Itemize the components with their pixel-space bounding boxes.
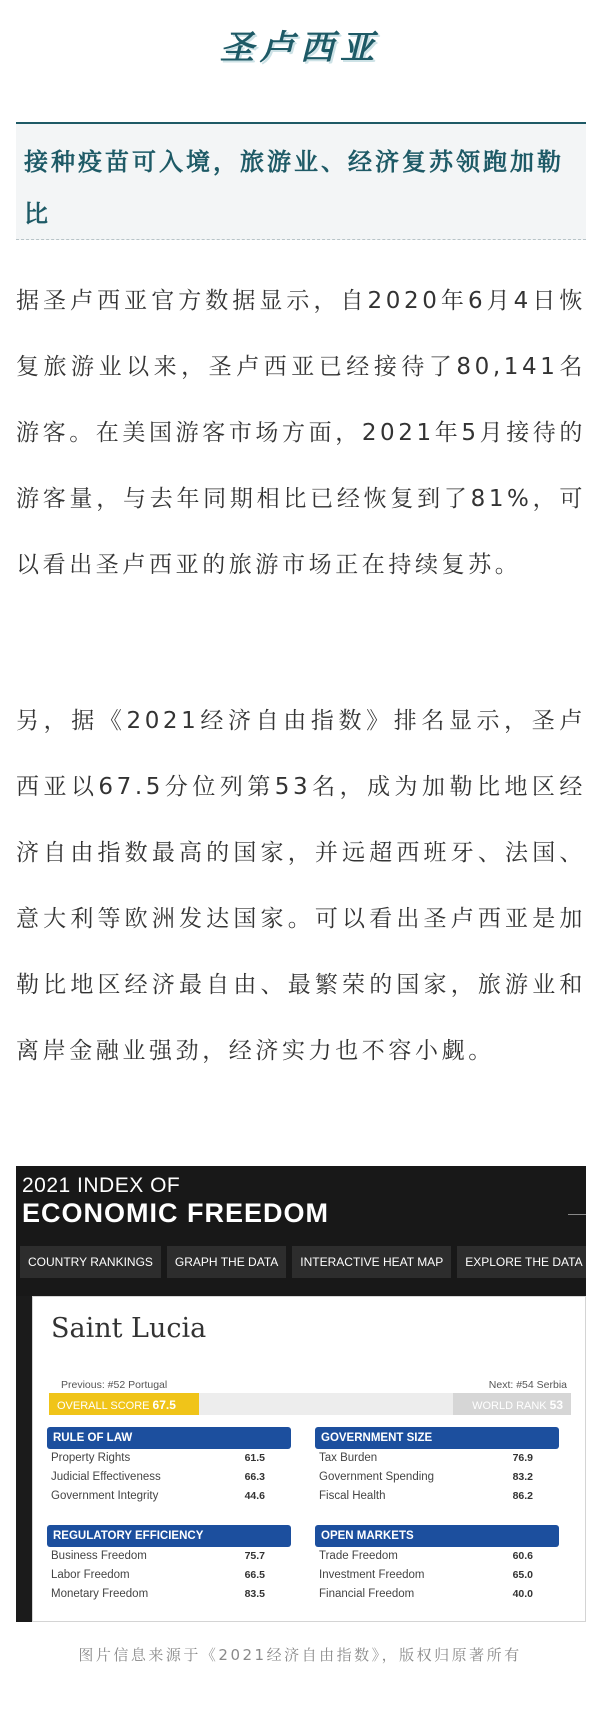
metric-label: Trade Freedom — [319, 1550, 398, 1562]
section-rule-of-law — [47, 1427, 291, 1506]
previous-country-link[interactable]: Previous: #52 Portugal — [61, 1379, 168, 1391]
metric-value: 66.3 — [244, 1471, 265, 1483]
header-divider — [568, 1214, 586, 1215]
section-government-size — [315, 1427, 559, 1506]
screenshot-header — [16, 1166, 586, 1296]
tab-interactive-heat-map[interactable]: INTERACTIVE HEAT MAP — [292, 1246, 451, 1278]
metric-row — [315, 1449, 559, 1468]
metric-row — [47, 1585, 291, 1604]
metric-label: Government Integrity — [51, 1490, 159, 1502]
overall-score-label: OVERALL SCORE — [57, 1400, 150, 1412]
metric-value: 65.0 — [512, 1569, 533, 1581]
metric-label: Labor Freedom — [51, 1569, 130, 1581]
metric-label: Property Rights — [51, 1452, 131, 1464]
score-bar — [49, 1393, 571, 1415]
section-regulatory-efficiency — [47, 1525, 291, 1604]
metric-label: Monetary Freedom — [51, 1588, 149, 1600]
world-rank-badge — [453, 1393, 571, 1415]
tab-country-rankings[interactable]: COUNTRY RANKINGS — [20, 1246, 161, 1278]
brand-line-1: 2021 INDEX OF — [22, 1174, 181, 1197]
headline-box — [16, 122, 586, 240]
metric-row — [315, 1566, 559, 1585]
section-header: REGULATORY EFFICIENCY — [47, 1525, 291, 1547]
brand-line-2: ECONOMIC FREEDOM — [22, 1198, 330, 1228]
headline: 接种疫苗可入境，旅游业、经济复苏领跑加勒比 — [24, 148, 564, 228]
metric-value: 75.7 — [244, 1550, 265, 1562]
metric-label: Government Spending — [319, 1471, 435, 1483]
metric-value: 83.2 — [512, 1471, 533, 1483]
metric-row — [315, 1487, 559, 1506]
section-header: OPEN MARKETS — [315, 1525, 559, 1547]
country-card — [32, 1296, 586, 1622]
metric-value: 66.5 — [244, 1569, 265, 1581]
tab-graph-the-data[interactable]: GRAPH THE DATA — [167, 1246, 286, 1278]
overall-score-value: 67.5 — [152, 1398, 176, 1412]
page-title: 圣卢西亚 — [220, 28, 380, 68]
metric-value: 60.6 — [512, 1550, 533, 1562]
economic-freedom-screenshot — [16, 1166, 586, 1622]
metric-value: 44.6 — [244, 1490, 265, 1502]
metric-value: 61.5 — [244, 1452, 265, 1464]
paragraph-economic-freedom: 另，据《2021经济自由指数》排名显示，圣卢西亚以67.5分位列第53名，成为加勒比地区经济自由指数最高的国家，并远超西班牙、法国、意大利等欧洲发达国家。可以看出圣卢西亚是加勒比地区经济最自由、最繁荣的国家，旅游业和离岸金融业强劲，经济实力也不容小觑。 — [16, 708, 586, 1064]
metric-value: 40.0 — [512, 1588, 533, 1600]
metric-row — [47, 1547, 291, 1566]
metric-row — [47, 1566, 291, 1585]
world-rank-label: WORLD RANK — [472, 1400, 547, 1412]
overall-score-badge — [49, 1393, 199, 1415]
metric-row — [47, 1468, 291, 1487]
tab-explore-the-data[interactable]: EXPLORE THE DATA — [457, 1246, 586, 1278]
metric-label: Business Freedom — [51, 1550, 147, 1562]
country-name: Saint Lucia — [51, 1313, 207, 1344]
metric-row — [315, 1585, 559, 1604]
metric-label: Judicial Effectiveness — [51, 1471, 161, 1483]
metric-row — [47, 1449, 291, 1468]
section-header: RULE OF LAW — [47, 1427, 291, 1449]
metric-label: Tax Burden — [319, 1452, 378, 1464]
nav-tabs — [20, 1246, 586, 1278]
metric-row — [315, 1468, 559, 1487]
metric-row — [315, 1547, 559, 1566]
metric-value: 83.5 — [244, 1588, 265, 1600]
metric-label: Investment Freedom — [319, 1569, 425, 1581]
metric-row — [47, 1487, 291, 1506]
section-open-markets — [315, 1525, 559, 1604]
section-header: GOVERNMENT SIZE — [315, 1427, 559, 1449]
metric-value: 76.9 — [512, 1452, 533, 1464]
next-country-link[interactable]: Next: #54 Serbia — [488, 1379, 567, 1391]
metric-label: Fiscal Health — [319, 1490, 386, 1502]
paragraph-tourism: 据圣卢西亚官方数据显示，自2020年6月4日恢复旅游业以来，圣卢西亚已经接待了80,141名游客。在美国游客市场方面，2021年5月接待的游客量，与去年同期相比已经恢复到了81%，可以看出圣卢西亚的旅游市场正在持续复苏。 — [16, 288, 586, 578]
world-rank-value: 53 — [549, 1398, 563, 1412]
metric-label: Financial Freedom — [319, 1588, 415, 1600]
image-caption: 图片信息来源于《2021经济自由指数》，版权归原著所有 — [78, 1646, 522, 1664]
metric-value: 86.2 — [512, 1490, 533, 1502]
